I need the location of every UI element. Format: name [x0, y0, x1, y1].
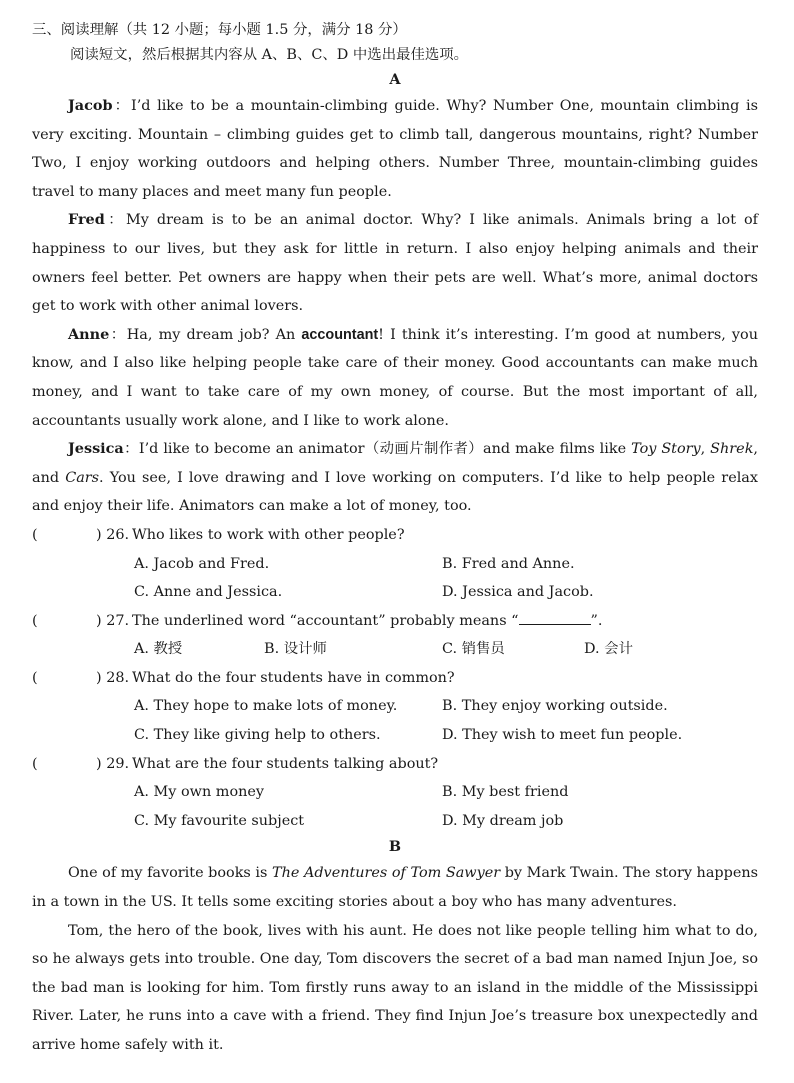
- open-paren: (: [32, 755, 38, 772]
- question-stem: What are the four students talking about?: [132, 755, 439, 772]
- paragraph-text: ：Ha, my dream job? An: [109, 326, 302, 343]
- passage-a-label: A: [389, 71, 401, 88]
- speaker-name: Jacob: [68, 97, 113, 114]
- close-paren: ): [96, 612, 102, 629]
- paragraph-text: ,: [700, 441, 711, 458]
- option-a: A. 教授: [134, 641, 183, 658]
- option-d: D. Jessica and Jacob.: [442, 584, 594, 601]
- question-28: [32, 664, 758, 693]
- question-number: 29.: [106, 755, 130, 772]
- paragraph-text: ：I’d like to be a mountain-climbing guide. Why? Number One, mountain climbing is very exciting. Mountain – climbing guides get to climb tall, dangerous mountains, right? Number Two, I enjoy working outdoors and helping others. Number Three, mountain-climbing guides travel to many places and meet many fun people.: [32, 98, 758, 200]
- question-29: [32, 750, 758, 779]
- close-paren: ): [96, 755, 102, 772]
- speaker-name: Fred: [68, 211, 105, 229]
- paragraph-text: ! I think it’s interesting. I’m good at numbers, you know, and I also like helping people take care of their money. Good accountants can make much money, and I want to take care of my own money, of course. But the most important of all, accountants usually work alone, and I like to work alone.: [32, 326, 758, 429]
- passage-b-label: B: [388, 838, 402, 856]
- question-26: [32, 521, 758, 550]
- option-b: B. 设计师: [264, 641, 327, 658]
- option-b: B. They enjoy working outside.: [442, 698, 668, 715]
- options-28: [32, 692, 758, 749]
- paragraph-b1: [32, 859, 758, 916]
- question-number: 27.: [106, 612, 130, 629]
- open-paren: (: [32, 669, 38, 686]
- question-stem: The underlined word “accountant” probably means “: [132, 612, 519, 629]
- option-d: D. 会计: [584, 641, 633, 658]
- answer-blank[interactable]: [32, 750, 96, 779]
- paragraph-text: . You see, I love drawing and I love working on computers. I’d like to help people relax and enjoy their life. Animators can make a lot of money, too.: [32, 469, 759, 515]
- section-instruction: 阅读短文，然后根据其内容从 A、B、C、D 中选出最佳选项。: [70, 47, 469, 63]
- film-title: Shrek: [710, 441, 754, 458]
- option-a: A. They hope to make lots of money.: [134, 698, 398, 715]
- question-number: 28.: [106, 669, 130, 686]
- option-c: C. My favourite subject: [134, 812, 305, 829]
- options-27: [32, 635, 758, 664]
- film-title: Toy Story: [631, 441, 701, 458]
- question-number: 26.: [106, 526, 130, 543]
- options-29: [32, 778, 758, 835]
- speaker-name: Jessica: [68, 440, 124, 458]
- option-a: A. Jacob and Fred.: [134, 555, 270, 572]
- paragraph-text: , and: [32, 441, 758, 486]
- paragraph-b2: Tom, the hero of the book, lives with his aunt. He does not like people telling him what to do, so he always gets into trouble. One day, Tom discovers the secret of a bad man named Injun Joe, so the bad man is looking for him. Tom firstly runs away to an island in the middle of the Mississippi River. Later, he runs into a cave with a friend. They find Injun Joe’s treasure box unexpectedly and arrive home safely with it.: [32, 922, 758, 1053]
- paragraph-text: One of my favorite books is: [68, 865, 272, 882]
- open-paren: (: [32, 526, 38, 543]
- option-d: D. They wish to meet fun people.: [442, 727, 683, 744]
- paragraph-text: by Mark Twain. The story happens in a town in the US. It tells some exciting stories about a boy who has many adventures.: [32, 865, 758, 911]
- paragraph-anne: [32, 321, 758, 435]
- paragraph-text: ：I’d like to become an animator（动画片制作者）and make films like: [123, 441, 632, 458]
- option-b: B. Fred and Anne.: [442, 555, 575, 572]
- question-stem: What do the four students have in common?: [132, 669, 455, 686]
- option-c: C. 销售员: [442, 641, 505, 658]
- section-title: 三、阅读理解（共 12 小题；每小题 1.5 分，满分 18 分）: [32, 22, 407, 38]
- option-c: C. Anne and Jessica.: [134, 584, 283, 601]
- open-paren: (: [32, 612, 38, 629]
- option-c: C. They like giving help to others.: [134, 727, 381, 744]
- close-paren: ): [96, 669, 102, 686]
- answer-blank[interactable]: [32, 521, 96, 550]
- book-title: The Adventures of Tom Sawyer: [271, 865, 501, 882]
- fill-blank-line: [519, 610, 591, 625]
- paragraph-text: ：My dream is to be an animal doctor. Why? I like animals. Animals bring a lot of happiness to our lives, but they ask for little in return. I also enjoy helping animals and their owners feel better. Pet owners are happy when their pets are well. What’s more, animal doctors get to work with other animal lovers.: [32, 212, 758, 315]
- option-a: A. My own money: [134, 784, 265, 801]
- option-b: B. My best friend: [442, 784, 569, 801]
- speaker-name: Anne: [68, 325, 110, 343]
- question-stem-end: ”.: [590, 612, 603, 629]
- underlined-keyword: accountant: [301, 326, 379, 343]
- paragraph-jessica: [32, 435, 758, 521]
- film-title: Cars: [65, 469, 100, 486]
- question-27: [32, 607, 758, 636]
- options-26: [32, 550, 758, 607]
- close-paren: ): [96, 526, 102, 543]
- option-d: D. My dream job: [442, 812, 564, 829]
- answer-blank[interactable]: [32, 607, 96, 636]
- paragraph-fred: [32, 206, 758, 320]
- question-stem: Who likes to work with other people?: [132, 526, 405, 543]
- paragraph-jacob: [32, 92, 758, 206]
- answer-blank[interactable]: [32, 664, 96, 693]
